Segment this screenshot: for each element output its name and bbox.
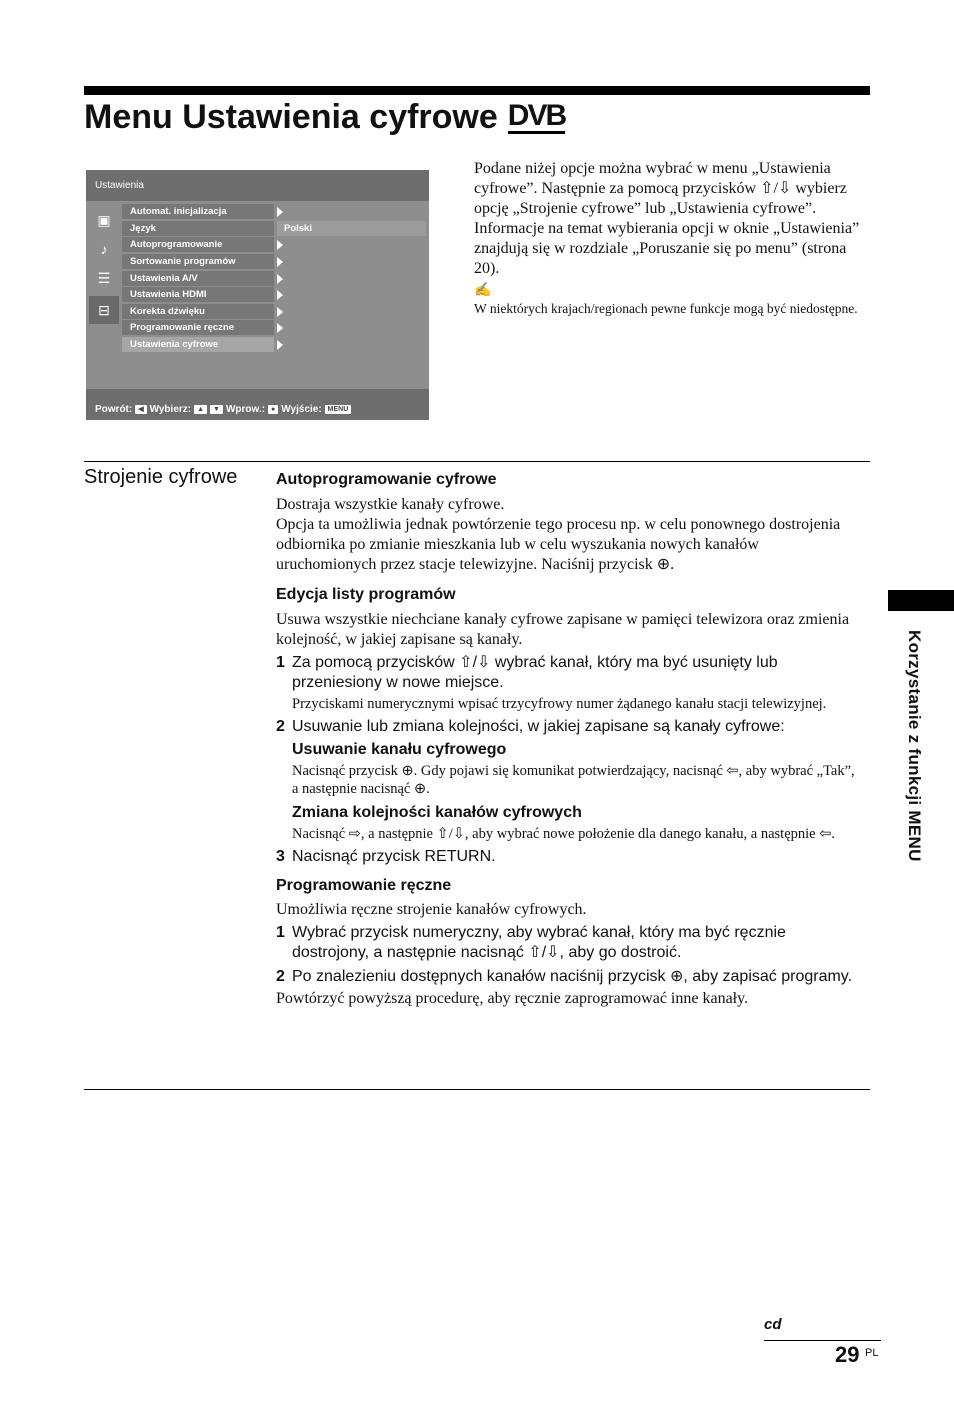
edit-step-1-text: Za pomocą przycisków ⇧/⇩ wybrać kanał, który ma być usunięty lub przeniesiony w nowe miejsce.	[292, 654, 778, 691]
menu-item-language[interactable]: Język	[122, 221, 274, 236]
tv-menu-screenshot	[86, 170, 429, 420]
music-note-icon: ♪	[100, 241, 108, 257]
arrow-right-icon	[277, 207, 283, 217]
arrow-down-key-icon: ▼	[210, 405, 223, 414]
enter-key-icon: ●	[268, 405, 278, 414]
menu-key: MENU	[325, 405, 352, 414]
side-tab-label: Korzystanie z funkcji MENU	[905, 630, 924, 862]
manual-step-1	[276, 923, 861, 963]
footer-rule	[764, 1340, 881, 1341]
arrow-right-icon	[277, 257, 283, 267]
edit-step-2	[276, 717, 861, 737]
footer-back-label: Powrót:	[95, 403, 133, 415]
edit-step-1-note: Przyciskami numerycznymi wpisać trzycyfrowy numer żądanego kanału stacji telewizyjnej.	[292, 696, 827, 712]
list-icon: ☰	[97, 269, 111, 286]
arrow-right-icon	[277, 274, 283, 284]
tv-category-icon: ▣	[97, 211, 111, 228]
reorder-text: Nacisnąć ⇨, a następnie ⇧/⇩, aby wybrać nowe położenie dla danego kanału, a następnie ⇦.	[292, 826, 836, 842]
menu-item-av-settings[interactable]: Ustawienia A/V	[122, 271, 274, 286]
menu-item-autoprogramming[interactable]: Autoprogramowanie	[122, 237, 274, 252]
section-label: Strojenie cyfrowe	[84, 466, 238, 488]
step-number: 2	[276, 718, 285, 735]
page-number: 29	[835, 1342, 860, 1367]
arrow-right-icon	[277, 240, 283, 250]
tv-menu-footer	[86, 389, 429, 420]
step-number: 1	[276, 924, 285, 941]
page-title	[84, 98, 565, 137]
edit-heading: Edycja listy programów	[276, 586, 456, 603]
footer-exit-label: Wyjście:	[281, 403, 322, 415]
toolbox-icon: ⊟	[89, 296, 119, 324]
note-pencil-icon: ✍	[474, 283, 492, 298]
page-language: PL	[865, 1347, 879, 1359]
note-text: W niektórych krajach/regionach pewne funkcje mogą być niedostępne.	[474, 301, 858, 316]
step-number: 2	[276, 968, 285, 985]
section-content	[276, 470, 861, 1009]
arrow-up-key-icon: ▲	[194, 405, 207, 414]
arrow-left-key-icon: ◀	[135, 405, 146, 414]
manual-p1: Umożliwia ręczne strojenie kanałów cyfrowych.	[276, 901, 587, 918]
arrow-right-icon	[277, 290, 283, 300]
menu-item-sorting[interactable]: Sortowanie programów	[122, 254, 274, 269]
manual-step-2	[276, 967, 861, 987]
side-tab-marker	[888, 590, 954, 611]
manual-p2: Powtórzyć powyższą procedurę, aby ręcznie zaprogramować inne kanały.	[276, 990, 749, 1007]
menu-item-auto-init[interactable]: Automat. inicjalizacja	[122, 204, 274, 219]
arrow-right-icon	[277, 323, 283, 333]
menu-item-hdmi-settings[interactable]: Ustawienia HDMI	[122, 287, 274, 302]
dvb-logo: DVB	[507, 99, 566, 132]
auto-p1: Dostraja wszystkie kanały cyfrowe.	[276, 496, 505, 513]
arrow-right-icon	[277, 307, 283, 317]
menu-value-language: Polski	[277, 221, 426, 236]
manual-heading: Programowanie ręczne	[276, 877, 452, 894]
delete-text: Nacisnąć przycisk ⊕. Gdy pojawi się komunikat potwierdzający, nacisnąć ⇦, aby wybrać „Tak”, a następnie nacisnąć ⊕.	[292, 763, 855, 797]
section-divider-bottom	[84, 1089, 870, 1090]
top-rule	[84, 86, 870, 95]
step-number: 3	[276, 848, 285, 865]
menu-item-manual-programming[interactable]: Programowanie ręczne	[122, 320, 274, 335]
footer-enter-label: Wprow.:	[225, 403, 266, 415]
section-divider-top	[84, 461, 870, 462]
reorder-heading: Zmiana kolejności kanałów cyfrowych	[292, 804, 582, 821]
edit-step-2-text: Usuwanie lub zmiana kolejności, w jakiej zapisane są kanały cyfrowe:	[292, 718, 785, 735]
auto-p2: Opcja ta umożliwia jednak powtórzenie tego procesu np. w celu ponownego dostrojenia odbiornika po zmianie mieszkania lub w celu wyszukania nowych kanałów uruchomionych przez stacje telewizyjne. Naciśnij przycisk ⊕.	[276, 516, 841, 573]
auto-heading: Autoprogramowanie cyfrowe	[276, 471, 497, 488]
menu-item-sound-correction[interactable]: Korekta dźwięku	[122, 304, 274, 319]
arrow-right-icon	[277, 340, 283, 350]
tv-menu-body	[86, 201, 429, 389]
manual-step-1-text: Wybrać przycisk numeryczny, aby wybrać kanał, który ma być ręcznie dostrojony, a następnie nacisnąć ⇧/⇩, aby go dostroić.	[292, 924, 786, 961]
edit-step-3	[276, 847, 861, 867]
step-number: 1	[276, 654, 285, 671]
edit-step-1	[276, 653, 861, 693]
footer-code: cd	[764, 1316, 782, 1333]
footer-select-label: Wybierz:	[149, 403, 192, 415]
tv-menu-header: Ustawienia	[86, 170, 429, 201]
delete-heading: Usuwanie kanału cyfrowego	[292, 741, 507, 758]
page-title-text: Menu Ustawienia cyfrowe	[84, 98, 498, 136]
manual-step-2-text: Po znalezieniu dostępnych kanałów naciśnij przycisk ⊕, aby zapisać programy.	[292, 968, 853, 985]
menu-item-digital-settings[interactable]: Ustawienia cyfrowe	[122, 337, 274, 352]
edit-p1: Usuwa wszystkie niechciane kanały cyfrowe zapisane w pamięci telewizora oraz zmienia kolejność, w jakiej zapisane są kanały.	[276, 611, 850, 648]
edit-step-3-text: Nacisnąć przycisk RETURN.	[292, 848, 496, 865]
intro-text: Podane niżej opcje można wybrać w menu „Ustawienia cyfrowe”. Następnie za pomocą przycisków ⇧/⇩ wybierz opcję „Strojenie cyfrowe” lub „Ustawienia cyfrowe”. Informacje na temat wybierania opcji w oknie „Ustawienia” znajdują się w rozdziale „Poruszanie się po menu” (strona 20).	[474, 160, 860, 277]
